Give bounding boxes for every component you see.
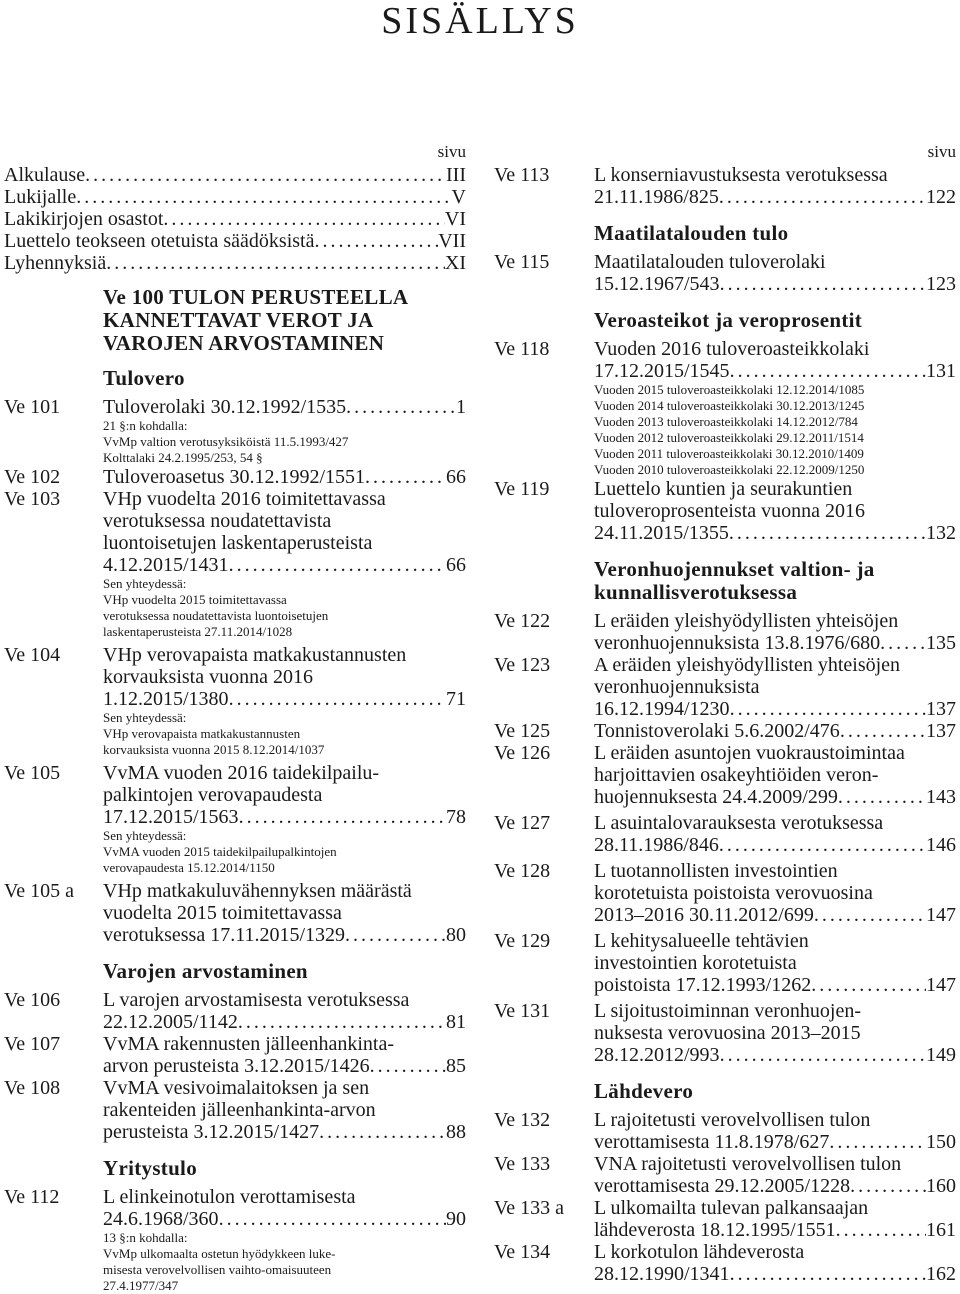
toc-entry-ve115[interactable]: Ve 115 Maatilatalouden tuloverolaki 15.12.1967/543 . . . 123 <box>494 251 956 295</box>
toc-prelim-item[interactable]: Lukijalle . . . V <box>4 186 466 208</box>
section-heading-yritystulo: Yritystulo <box>103 1156 197 1180</box>
toc-left-column <box>4 140 466 1294</box>
toc-prelim-item[interactable]: Luettelo teokseen otetuista säädöksistä . . . VII <box>4 230 466 252</box>
part-heading: Ve 100 TULON PERUSTEELLA KANNETTAVAT VEROT JA VAROJEN ARVOSTAMINEN <box>103 285 409 355</box>
toc-entry-ve132[interactable]: Ve 132 L rajoitetusti verovelvollisen tulon verottamisesta 11.8.1978/627 . . . 150 <box>494 1109 956 1153</box>
section-heading-lahdevero: Lähdevero <box>594 1079 694 1103</box>
section-heading-maatila: Maatilatalouden tulo <box>594 221 789 245</box>
toc-entry-ve106[interactable]: Ve 106 L varojen arvostamisesta verotuksessa 22.12.2005/1142 . . . 81 <box>4 989 466 1033</box>
toc-entry-ve107[interactable]: Ve 107 VvMA rakennusten jälleenhankinta- arvon perusteista 3.12.2015/1426 . . . 85 <box>4 1033 466 1077</box>
toc-right-column <box>494 140 956 1285</box>
toc-entry-ve118[interactable]: Ve 118 Vuoden 2016 tuloveroasteikkolaki 17.12.2015/1545 . . . 131 Vuoden 2015 tuloveroasteikkolaki 12.12.2014/1085 Vuoden 2014 tuloveroasteikkolaki 30.12.2013/1245 Vuoden 2013 tuloveroasteikkolaki 14.12.2012/784 Vuoden 2012 tuloveroasteikkolaki 29.12.2011/1514 Vuoden 2011 tuloveroasteikkolaki 30.12.2010/1409 Vuoden 2010 tuloveroasteikkolaki 22.12.2009/1250 <box>494 338 956 478</box>
toc-entry-ve101[interactable]: Ve 101 Tuloverolaki 30.12.1992/1535 . . . 1 21 §:n kohdalla: VvMp valtion verotusyksiköistä 11.5.1993/427 Kolttalaki 24.2.1995/253, 54 § <box>4 396 466 466</box>
toc-entry-ve103[interactable]: Ve 103 VHp vuodelta 2016 toimitettavassa verotuksessa noudatettavista luontoisetujen laskentaperusteista 4.12.2015/1431 . . . 66 Sen yhteydessä: VHp vuodelta 2015 toimitettavassa verotuksessa noudatettavista luontoisetujen laskentaperusteista 27.11.2014/1028 <box>4 488 466 640</box>
toc-entry-ve112[interactable]: Ve 112 L elinkeinotulon verottamisesta 24.6.1968/360 . . . 90 13 §:n kohdalla: VvMp ulkomaalta ostetun hyödykkeen luke- misesta verovelvollisen vaihto-omaisuuteen 27.4.1977/347 <box>4 1186 466 1294</box>
toc-entry-ve105[interactable]: Ve 105 VvMA vuoden 2016 taidekilpailu- palkintojen verovapaudesta 17.12.2015/1563 . . . 78 Sen yhteydessä: VvMA vuoden 2015 taidekilpailupalkintojen verovapaudesta 15.12.2014/1150 <box>4 762 466 876</box>
toc-entry-ve125[interactable]: Ve 125 Tonnistoverolaki 5.6.2002/476 . . . 137 <box>494 720 956 742</box>
page-column-header: sivu <box>927 142 956 161</box>
page-title: SISÄLLYS <box>381 0 579 42</box>
toc-entry-ve133a[interactable]: Ve 133 a L ulkomailta tulevan palkansaajan lähdeverosta 18.12.1995/1551 . . . 161 <box>494 1197 956 1241</box>
toc-entry-ve102[interactable]: Ve 102 Tuloveroasetus 30.12.1992/1551 . . . 66 <box>4 466 466 488</box>
toc-entry-ve105a[interactable]: Ve 105 a VHp matkakuluvähennyksen määrästä vuodelta 2015 toimitettavassa verotuksessa 17.11.2015/1329 . . . 80 <box>4 880 466 946</box>
toc-prelim-item[interactable]: Lyhennyksiä . . . XI <box>4 252 466 274</box>
section-heading-varojen: Varojen arvostaminen <box>103 959 308 983</box>
page-column-header: sivu <box>437 142 466 161</box>
prelim-list <box>4 164 466 274</box>
toc-entry-ve123[interactable]: Ve 123 A eräiden yleishyödyllisten yhteisöjen veronhuojennuksista 16.12.1994/1230 . . . 137 <box>494 654 956 720</box>
toc-entry-ve126[interactable]: Ve 126 L eräiden asuntojen vuokraustoimintaa harjoittavien osakeyhtiöiden veron- huojennuksesta 24.4.2009/299 . . . 143 <box>494 742 956 808</box>
toc-entry-ve113[interactable]: Ve 113 L konserniavustuksesta verotuksessa 21.11.1986/825 . . . 122 <box>494 164 956 208</box>
toc-entry-ve119[interactable]: Ve 119 Luettelo kuntien ja seurakuntien tuloveroprosenteista vuonna 2016 24.11.2015/1355 . . . 132 <box>494 478 956 544</box>
toc-prelim-item[interactable]: Lakikirjojen osastot . . . VI <box>4 208 466 230</box>
toc-entry-ve128[interactable]: Ve 128 L tuotannollisten investointien korotetuista poistoista verovuosina 2013–2016 30.11.2012/699 . . . 147 <box>494 860 956 926</box>
section-heading-veroasteikot: Veroasteikot ja veroprosentit <box>594 308 863 332</box>
toc-entry-ve134[interactable]: Ve 134 L korkotulon lähdeverosta 28.12.1990/1341 . . . 162 <box>494 1241 956 1285</box>
section-heading-tulovero: Tulovero <box>103 366 185 390</box>
toc-entry-ve122[interactable]: Ve 122 L eräiden yleishyödyllisten yhteisöjen veronhuojennuksista 13.8.1976/680 . . . 135 <box>494 610 956 654</box>
toc-entry-ve129[interactable]: Ve 129 L kehitysalueelle tehtävien investointien korotetuista poistoista 17.12.1993/1262 . . . 147 <box>494 930 956 996</box>
toc-entry-ve127[interactable]: Ve 127 L asuintalovarauksesta verotuksessa 28.11.1986/846 . . . 146 <box>494 812 956 856</box>
toc-entry-ve108[interactable]: Ve 108 VvMA vesivoimalaitoksen ja sen rakenteiden jälleenhankinta-arvon perusteista 3.12.2015/1427 . . . 88 <box>4 1077 466 1143</box>
toc-entry-ve104[interactable]: Ve 104 VHp verovapaista matkakustannusten korvauksista vuonna 2016 1.12.2015/1380 . . . 71 Sen yhteydessä: VHp verovapaista matkakustannusten korvauksista vuonna 2015 8.12.2014/1037 <box>4 644 466 758</box>
toc-entry-ve131[interactable]: Ve 131 L sijoitustoiminnan veronhuojen- nuksesta verovuosina 2013–2015 28.12.2012/993 . . . 149 <box>494 1000 956 1066</box>
toc-prelim-item[interactable]: Alkulause . . . III <box>4 164 466 186</box>
toc-entry-ve133[interactable]: Ve 133 VNA rajoitetusti verovelvollisen tulon verottamisesta 29.12.2005/1228 . . . 160 <box>494 1153 956 1197</box>
section-heading-veronhuojennukset: Veronhuojennukset valtion- ja kunnallisverotuksessa <box>594 557 875 604</box>
